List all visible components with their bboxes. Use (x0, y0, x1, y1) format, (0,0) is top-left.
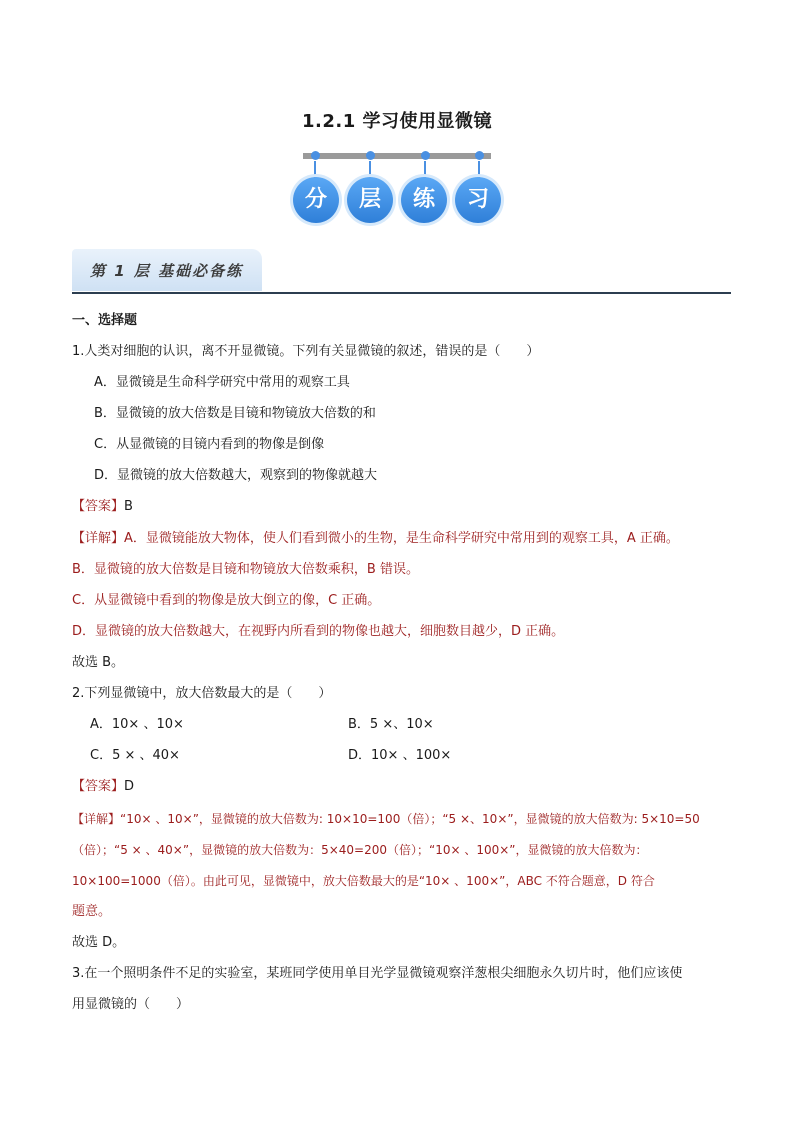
page-title: 1.2.1 学习使用显微镜 (301, 111, 492, 132)
detail-text: A．显微镜能放大物体，使人们看到微小的生物，是生命科学研究中常用到的观察工具，A 正确。 (124, 531, 679, 546)
conclusion: 故选 B。 (72, 655, 125, 670)
question-stem: 2.下列显微镜中，放大倍数最大的是（ ） (72, 686, 332, 701)
decorative-rail (303, 153, 491, 159)
question-option: D．10× 、100× (348, 748, 452, 763)
answer-value: D (124, 779, 135, 794)
question-option: B．5 ×、10× (348, 717, 434, 732)
detail-line (72, 809, 700, 829)
question-option: B．显微镜的放大倍数是目镜和物镜放大倍数的和 (94, 406, 376, 421)
rail-pin (421, 151, 430, 160)
question-option: C．5 × 、40× (90, 748, 180, 763)
badge-circle: 习 (455, 177, 501, 223)
detail-line: （倍）；“5 × 、40×”，显微镜的放大倍数为：5×40=200（倍）；“10× 、100×”，显微镜的放大倍数为： (72, 843, 648, 857)
detail-line: 题意。 (72, 904, 112, 919)
detail-line (72, 529, 679, 549)
detail-line: D．显微镜的放大倍数越大，在视野内所看到的物像也越大，细胞数目越少，D 正确。 (72, 624, 565, 639)
answer-line (72, 497, 133, 517)
section-divider (72, 292, 731, 294)
question-option: A．10× 、10× (90, 717, 184, 732)
detail-tag: 【详解】 (72, 531, 125, 546)
detail-line: B．显微镜的放大倍数是目镜和物镜放大倍数乘积，B 错误。 (72, 562, 419, 577)
rail-pin (366, 151, 375, 160)
question-stem: 用显微镜的（ ） (72, 997, 190, 1012)
detail-text: “10× 、10×”，显微镜的放大倍数为: 10×10=100（倍）；“5 ×、10×”，显微镜的放大倍数为: 5×10=50 (120, 812, 700, 826)
question-stem: 1.人类对细胞的认识，离不开显微镜。下列有关显微镜的叙述，错误的是（ ） (72, 344, 540, 359)
conclusion: 故选 D。 (72, 935, 126, 950)
section-banner-label: 第 1 层 基础必备练 (90, 262, 244, 280)
question-option: A．显微镜是生命科学研究中常用的观察工具 (94, 375, 350, 390)
detail-tag: 【详解】 (72, 812, 121, 826)
answer-tag: 【答案】 (72, 499, 125, 514)
rail-pin (475, 151, 484, 160)
question-option: D．显微镜的放大倍数越大，观察到的物像就越大 (94, 468, 378, 483)
question-stem: 3.在一个照明条件不足的实验室，某班同学使用单目光学显微镜观察洋葱根尖细胞永久切片时，他们应该使 (72, 966, 683, 981)
badge-circle: 练 (401, 177, 447, 223)
answer-tag: 【答案】 (72, 779, 125, 794)
answer-line (72, 777, 134, 797)
section-heading: 一、选择题 (72, 313, 138, 328)
section-banner (72, 249, 262, 291)
badge-circle: 分 (293, 177, 339, 223)
question-option: C．从显微镜的目镜内看到的物像是倒像 (94, 437, 325, 452)
detail-line: 10×100=1000（倍）。由此可见，显微镜中，放大倍数最大的是“10× 、100×”，ABC 不符合题意，D 符合 (72, 874, 655, 888)
answer-value: B (124, 499, 133, 514)
rail-pin (311, 151, 320, 160)
detail-line: C．从显微镜中看到的物像是放大倒立的像，C 正确。 (72, 593, 381, 608)
badge-circle: 层 (347, 177, 393, 223)
